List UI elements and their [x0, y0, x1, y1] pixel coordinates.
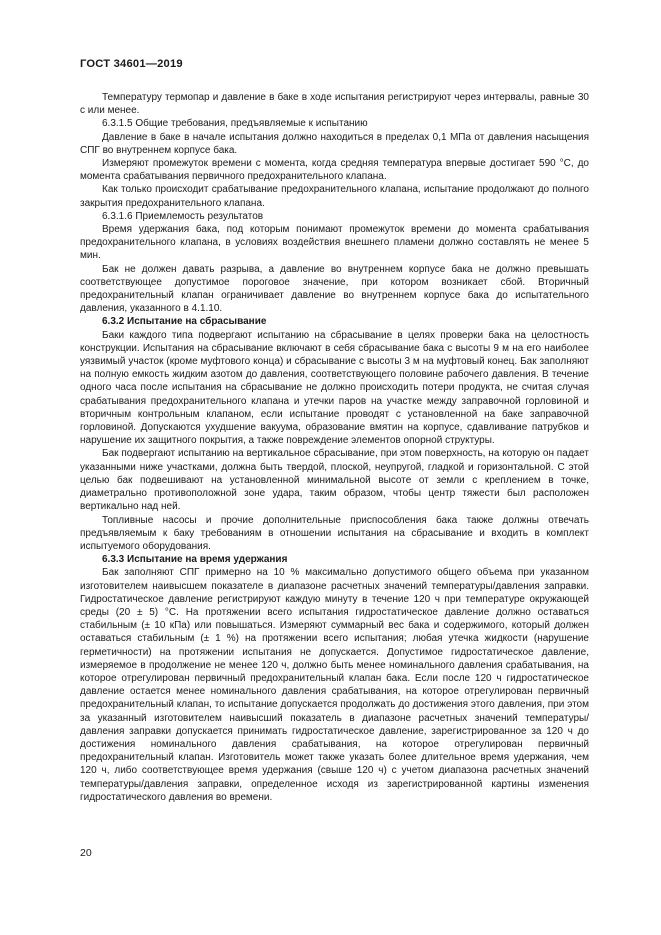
body-paragraph: Баки каждого типа подвергают испытанию на сбрасывание в целях проверки бака на целостность конструкции. Испытания на сбрасывание включают в себя сбрасывание бака с высоты 9 м на его наиболее уязвимый участок (кроме муфтового конца) и сбрасывание с высоты 3 м на муфтовый конец. Бак заполняют на полную емкость жидким азотом до давления, соответствующего половине рабочего давления. В течение одного часа после испытания на сбрасывание не должно происходить потери продукта, не считая случая срабатывания предохранительного клапана и утечки паров на участке между заправочной горловиной и вторичным контрольным клапаном, если испытание проводят с установленной на баке заправочной горловиной. Допускаются ухудшение вакуума, образование вмятин на корпусе, сдавливание патрубков и нарушение их защитного покрытия, а также повреждение элементов опорной структуры. [80, 329, 589, 447]
document-header: ГОСТ 34601—2019 [80, 58, 183, 70]
body-paragraph: Топливные насосы и прочие дополнительные приспособления бака также должны отвечать предъявляемым к баку требованиям в отношении испытания на сбрасывание и входить в комплект испытуемого оборудования. [80, 514, 589, 552]
page-number: 20 [80, 847, 92, 859]
body-paragraph: Измеряют промежуток времени с момента, когда средняя температура впервые достигает 590 °С, до момента срабатывания первичного предохранительного клапана. [80, 158, 589, 183]
body-paragraph: Температуру термопар и давление в баке в ходе испытания регистрируют через интервалы, равные 30 с или менее. [80, 92, 589, 117]
section-heading: 6.3.2 Испытание на сбрасывание [102, 316, 267, 328]
subsection-heading: 6.3.1.6 Приемлемость результатов [102, 210, 264, 222]
body-paragraph: Бак подвергают испытанию на вертикальное сбрасывание, при этом поверхность, на которую он падает указанными ниже участками, должна быть твердой, плоской, неупругой, гладкой и горизонтальной. С этой целью бак подвешивают на установленной минимальной высоте от земли с креплением в точке, диаметрально противоположной зоне удара, таким образом, чтобы центр тяжести был расположен вертикально над ней. [80, 448, 589, 513]
body-paragraph: Давление в баке в начале испытания должно находиться в пределах 0,1 МПа от давления насыщения СПГ во внутреннем корпусе бака. [80, 131, 589, 156]
body-paragraph: Бак заполняют СПГ примерно на 10 % максимально допустимого общего объема при указанном изготовителем наивысшем показателе в диапазоне расчетных значений температуры/давления заправки. Гидростатическое давление регистрируют каждую минуту в течение 120 ч при температуре окружающей среды (20 ± 5) °С. На протяжении всего испытания гидростатическое давление должно оставаться стабильным (± 10 кПа) или повышаться. Измеряют суммарный вес бака и содержимого, который должен оставаться стабильным (± 1 %) на протяжении всего испытания; любая утечка жидкости (нарушение герметичности) на протяжении испытания не допускается. Допустимое гидростатическое давление, измеряемое в продолжение не менее 120 ч, должно быть менее номинального давления срабатывания, на которое отрегулирован первичный предохранительный клапан бака. Если после 120 ч гидростатическое давление остается менее номинального давления срабатывания, на которое отрегулирован первичный предохранительный клапан, то испытание допускается продолжать до достижения этого давления, при этом за указанный изготовителем наивысший показатель в диапазоне расчетных значений температуры/давления заправки допускается принимать гидростатическое давление, зарегистрированное за 120 ч до достижения номинального давления срабатывания, на которое отрегулирован первичный предохранительный клапан. Изготовитель может также указать более длительное время удержания, чем 120 ч, либо соответствующее время удержания (свыше 120 ч) с учетом диапазона расчетных значений температуры/давления заправки, определенное исходя из зарегистрированной картины изменения гидростатического давления во времени. [80, 567, 589, 803]
section-heading: 6.3.3 Испытание на время удержания [102, 554, 288, 566]
document-body [80, 91, 589, 804]
body-paragraph: Как только происходит срабатывание предохранительного клапана, испытание продолжают до полного закрытия предохранительного клапана. [80, 184, 589, 209]
subsection-heading: 6.3.1.5 Общие требования, предъявляемые к испытанию [102, 118, 368, 130]
body-paragraph: Время удержания бака, под которым понимают промежуток времени до момента срабатывания предохранительного клапана, в условиях воздействия внешнего пламени должно составлять не менее 5 мин. [80, 224, 589, 262]
body-paragraph: Бак не должен давать разрыва, а давление во внутреннем корпусе бака не должно превышать соответствующее допустимое пороговое значение, при котором возникает сбой. Вторичный предохранительный клапан ограничивает давление во внутреннем корпусе бака до испытательного давления, указанного в 4.1.10. [80, 263, 589, 315]
